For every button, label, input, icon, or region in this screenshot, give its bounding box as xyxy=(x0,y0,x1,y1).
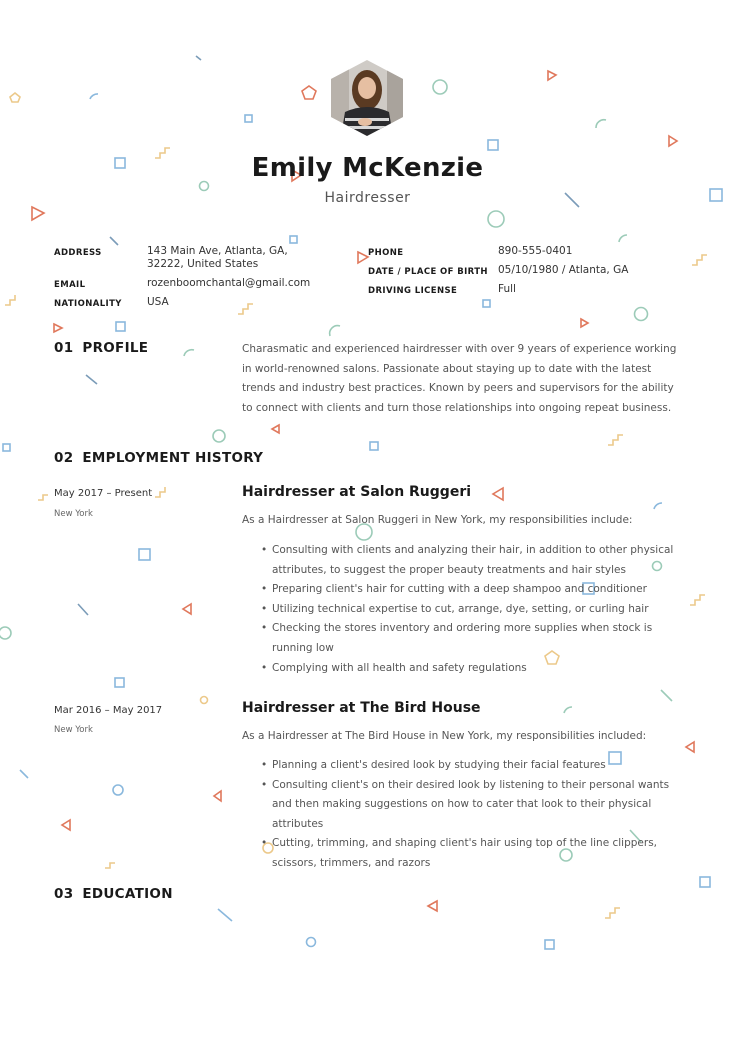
section-number: 03 xyxy=(54,886,74,902)
job-location: New York xyxy=(54,725,93,735)
license-value: Full xyxy=(498,283,516,295)
address-value: 143 Main Ave, Atlanta, GA, 32222, United States xyxy=(147,245,288,270)
list-item: • Consulting with clients and analyzing their hair, in addition to other physical attributes, to suggest the proper beauty treatments and hair styles xyxy=(272,541,682,580)
nationality-value: USA xyxy=(147,296,169,308)
dob-value: 05/10/1980 / Atlanta, GA xyxy=(498,264,629,276)
phone-label: PHONE xyxy=(368,248,404,258)
section-title: EDUCATION xyxy=(82,886,173,902)
email-label: EMAIL xyxy=(54,280,86,290)
section-title: PROFILE xyxy=(82,340,149,356)
section-number: 01 xyxy=(54,340,74,356)
list-item: • Complying with all health and safety regulations xyxy=(272,659,682,679)
candidate-name: Emily McKenzie xyxy=(251,153,484,183)
section-number: 02 xyxy=(54,450,74,466)
profile-summary: Charasmatic and experienced hairdresser with over 9 years of experience working in world-renowned salons. Passionate about staying up to date with the latest trends and industry best practices. Known by peers and supervisors for the ability to connect with clients and turn those relationships into ongoing repeat business. xyxy=(242,343,677,415)
candidate-title: Hairdresser xyxy=(324,190,411,206)
job-intro: As a Hairdresser at The Bird House in New York, my responsibilities included: xyxy=(242,730,647,742)
email-value[interactable]: rozenboomchantal@gmail.com xyxy=(147,277,311,289)
list-item: • Cutting, trimming, and shaping client's hair using top of the line clippers, scissors, trimmers, and razors xyxy=(272,834,682,873)
list-item: • Utilizing technical expertise to cut, arrange, dye, setting, or curling hair xyxy=(272,600,682,620)
job-location: New York xyxy=(54,509,93,519)
profile-photo xyxy=(331,60,403,136)
profile-heading xyxy=(54,340,148,356)
section-title: EMPLOYMENT HISTORY xyxy=(82,450,264,466)
phone-value: 890-555-0401 xyxy=(498,245,573,257)
nationality-label: NATIONALITY xyxy=(54,299,122,309)
list-item: • Consulting client's on their desired look by listening to their personal wants and then making suggestions on how to cater that look to their physical attributes xyxy=(272,776,682,835)
job-responsibilities xyxy=(272,541,682,678)
list-item: • Planning a client's desired look by studying their facial features xyxy=(272,756,682,776)
job-dates: Mar 2016 – May 2017 xyxy=(54,705,163,716)
job-dates: May 2017 – Present xyxy=(54,488,153,499)
list-item: • Checking the stores inventory and ordering more supplies when stock is running low xyxy=(272,619,682,658)
dob-label: DATE / PLACE OF BIRTH xyxy=(368,267,488,277)
job-title: Hairdresser at Salon Ruggeri xyxy=(242,484,472,500)
address-label: ADDRESS xyxy=(54,248,102,258)
education-heading xyxy=(54,886,173,902)
job-responsibilities xyxy=(272,756,682,874)
job-title: Hairdresser at The Bird House xyxy=(242,700,481,716)
job-intro: As a Hairdresser at Salon Ruggeri in New York, my responsibilities include: xyxy=(242,514,633,526)
employment-heading xyxy=(54,450,263,466)
license-label: DRIVING LICENSE xyxy=(368,286,458,296)
list-item: • Preparing client's hair for cutting with a deep shampoo and conditioner xyxy=(272,580,682,600)
